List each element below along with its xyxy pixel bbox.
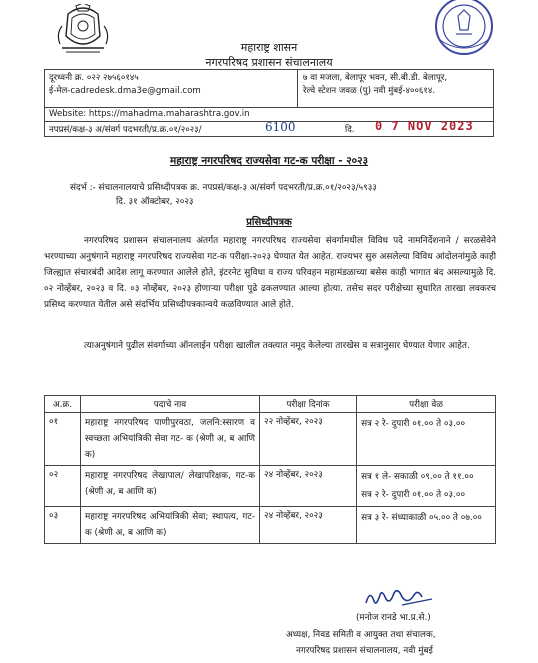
handwritten-outward-number: 6100: [265, 120, 296, 134]
date-cell: २४ नोव्हेंबर, २०२३: [260, 507, 357, 544]
signatory-name: (मनोज रानडे भा.प्र.से.): [356, 613, 431, 623]
signatory-designation-1: अध्यक्ष, निवड समिती व आयुक्त तथा संचालक,: [286, 630, 436, 640]
signature-icon: [362, 585, 442, 609]
post-cell: महाराष्ट्र नगरपरिषद लेखापाल/ लेखापरिक्षक, गट-क (श्रेणी अ, ब आणि क): [80, 466, 259, 507]
address-block: [303, 72, 447, 97]
signatory-designation-2: नगरपरिषद प्रशासन संचालनालय, नवी मुंबई: [296, 646, 433, 656]
date-stamp: 0 7 NOV 2023: [375, 119, 474, 133]
subject-heading: महाराष्ट्र नगरपरिषद राज्यसेवा गट-क परीक्षा - २०२३: [169, 155, 369, 167]
table-row: [45, 507, 496, 544]
column-header-post: पदाचे नाव: [80, 396, 259, 413]
government-name: महाराष्ट्र शासन: [240, 41, 298, 54]
body-paragraph-2: त्याअनुषंगाने पुढील संवर्गाच्या ऑनलाईन परीक्षा खालील तक्त्यात नमूद केलेल्या तारखेस व सत्रानुसार घेण्यात येणार आहेत.: [84, 341, 470, 351]
time-cell: [357, 507, 496, 544]
time-slot: सत्र १ ले- सकाळी ०९.०० ते ११.००: [361, 472, 474, 482]
table-row: [45, 413, 496, 466]
table-row: [45, 466, 496, 507]
address-line-1: ७ वा मजला, बेलापूर भवन, सी.बी.डी. बेलापूर,: [303, 73, 448, 83]
date-cell: २२ नोव्हेंबर, २०२३: [260, 413, 357, 466]
address-line-2: रेल्वे स्टेशन जवळ (पु) नवी मुंबई-४००६१४.: [303, 85, 436, 96]
serial-cell: ०१: [45, 413, 81, 466]
date-cell: २४ नोव्हेंबर, २०२३: [260, 466, 357, 507]
time-cell: [357, 466, 496, 507]
date-label: दि.: [345, 125, 355, 135]
post-cell: महाराष्ट्र नगरपरिषद पाणीपुरवठा, जलनि:स्सारण व स्वच्छता अभियांत्रिकी सेवा गट- क (श्रेणी अ, ब आणि क): [80, 413, 259, 466]
contact-block: [49, 72, 201, 97]
exam-schedule-table: [44, 395, 496, 544]
serial-cell: ०२: [45, 466, 81, 507]
office-name: नगरपरिषद प्रशासन संचालनालय: [205, 56, 333, 69]
column-header-serial: अ.क्र.: [45, 396, 81, 413]
table-header-row: [45, 396, 496, 413]
time-slot: सत्र २ रे- दुपारी ०१.०० ते ०३.००: [361, 490, 466, 500]
letterhead-box: [44, 69, 494, 137]
phone-number: दूरध्वनी क्र. ०२२ २७५६०१४५: [49, 73, 139, 83]
reference-line-2: दि. ३१ ऑक्टोबर, २०२३: [116, 197, 194, 207]
time-slot: सत्र २ रे- दुपारी ०१.०० ते ०३.००: [361, 419, 466, 429]
time-cell: [357, 413, 496, 466]
time-slot: सत्र ३ रे- संध्याकाळी ०५.०० ते ०७.००: [361, 513, 482, 523]
website-link[interactable]: Website: https://mahadma.maharashtra.gov.in: [49, 109, 250, 119]
vertical-divider: [297, 70, 298, 108]
serial-cell: ०३: [45, 507, 81, 544]
body-paragraph-1: नगरपरिषद प्रशासन संचालनालय अंतर्गत महाराष्ट्र नगरपरिषद राज्यसेवा संवर्गामधील विविध पदे नामनिर्देशनाने / सरळसेवेने भरण्याच्या अनुषंगाने महाराष्ट्र नगरपरिषद राज्यसेवा गट-क परीक्षा-२०२३ घेण्यात येत आहेत. राज्यभर सुरु असलेल्या विविध आंदोलनांमुळे काही जिल्ह्यात संचारबंदी आदेश लागू करण्यात आलेले होते, इंटरनेट सुविधा व राज्य परिवहन महामंडळाच्या बसेस काही भागात बंद असल्यामुळे दि. ०२ नोव्हेंबर, २०२३ व दि. ०३ नोव्हेंबर, २०२३ होणाऱ्या परीक्षा पुढे ढकलण्यात आल्या होत्या. तसेच सदर परीक्षेच्या सुधारित तारखा लवकरच प्रसिध्द करण्यात येतील असे संदर्भिय प्रसिध्दीपत्रकान्वये कळविण्यात आले होते.: [44, 236, 496, 310]
horizontal-divider: [45, 107, 493, 108]
reference-number: नपप्रसं/कक्ष-३ अ/संवर्ग पदभरती/प्र.क्र.०१/२०२३/: [49, 125, 202, 135]
column-header-time: परीक्षा वेळ: [357, 396, 496, 413]
column-header-date: परीक्षा दिनांक: [260, 396, 357, 413]
email-address: ई-मेल-cadredesk.dma3e@gmail.com: [49, 85, 201, 96]
section-title: प्रसिध्दीपत्रक: [246, 217, 292, 228]
post-cell: महाराष्ट्र नगरपरिषद अभियांत्रिकी सेवा; स्थापत्य, गट-क (श्रेणी अ, ब आणि क): [80, 507, 259, 544]
reference-line-1: संदर्भ :- संचालनालयाचे प्रसिध्दीपत्रक क्र. नपप्रसं/कक्ष-३ अ/संवर्ग पदभरती/प्र.क्र.०१/२०२३/५९३३: [70, 183, 377, 193]
